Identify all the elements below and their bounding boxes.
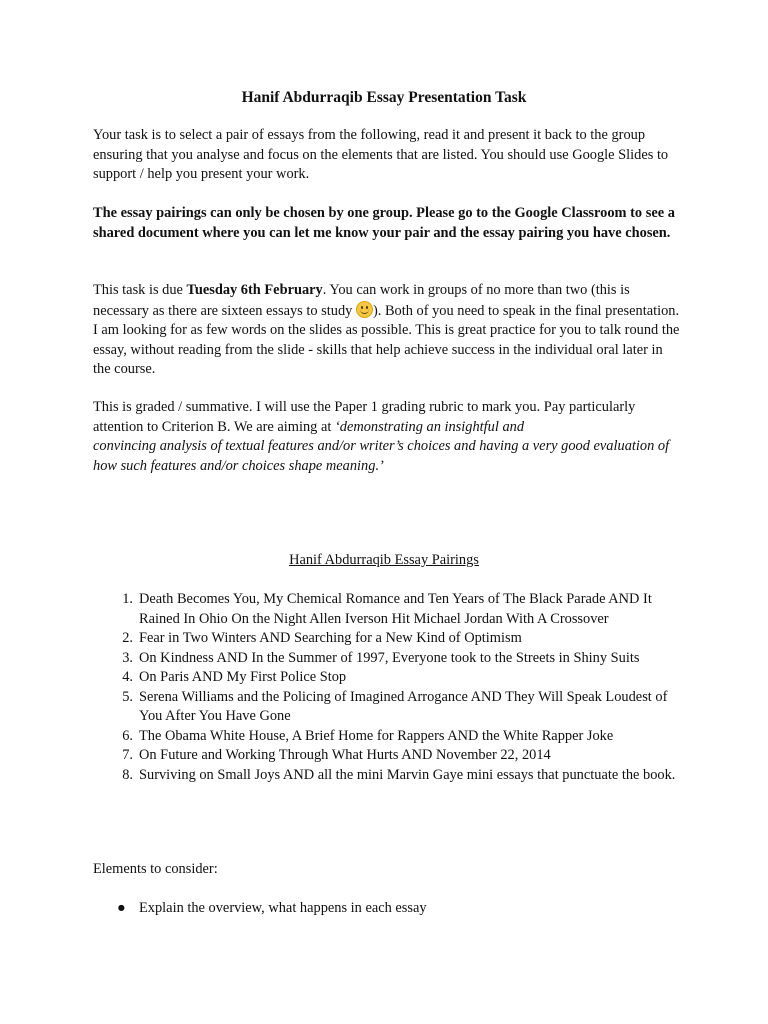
pairing-item	[93, 766, 683, 786]
pairing-number: 3.	[122, 649, 133, 666]
pairing-number: 6.	[122, 727, 133, 744]
due-middle: . You can work in groups of no more than two (this is necessary as there are sixteen essays to study	[93, 282, 630, 319]
elements-list	[93, 899, 427, 919]
due-suffix: ). Both of you need to speak in the final presentation. I am looking for as few words on the slides as possible. This is great practice for you to talk round the essay, without reading from the slide - skills that help achieve success in the individual oral later in the course.	[93, 302, 680, 377]
pairing-item	[93, 727, 683, 747]
pairing-text: On Paris AND My First Police Stop	[139, 669, 347, 685]
pairing-number: 2.	[122, 630, 133, 646]
pairings-list	[93, 590, 683, 785]
pairing-item	[93, 629, 683, 649]
pairing-number: 7.	[122, 747, 133, 763]
pairing-item	[93, 668, 683, 688]
pairing-item	[93, 746, 683, 766]
pairing-text: Death Becomes You, My Chemical Romance and Ten Years of The Black Parade AND It Rained In Ohio On the Night Allen Iverson Hit Michael Jordan With A Crossover	[139, 591, 652, 627]
due-date: Tuesday 6th February	[186, 282, 323, 298]
due-paragraph	[93, 281, 683, 380]
element-item	[93, 899, 427, 919]
pairing-text: The Obama White House, A Brief Home for Rappers AND the White Rapper Joke	[139, 727, 614, 744]
pairing-number: 8.	[122, 766, 133, 783]
smiley-icon	[356, 301, 373, 318]
pairing-item	[93, 590, 683, 629]
intro-paragraph: Your task is to select a pair of essays from the following, read it and present it back to the group ensuring that you analyse and focus on the elements that are listed. You should use Google Slides to support / help you present your work.	[93, 127, 669, 182]
due-prefix: This task is due	[93, 282, 187, 298]
element-text: Explain the overview, what happens in each essay	[139, 900, 427, 916]
pairing-number: 5.	[122, 688, 133, 705]
pairing-text: Surviving on Small Joys AND all the mini Marvin Gaye mini essays that punctuate the book.	[139, 766, 676, 783]
pairing-item	[93, 649, 683, 669]
bullet-icon: ●	[117, 900, 126, 916]
grading-quote-part2: convincing analysis of textual features and/or writer’s choices and having a very good evaluation of how such features and/or choices shape meaning.’	[93, 438, 670, 474]
pairing-number: 4.	[122, 669, 133, 685]
notice-paragraph: The essay pairings can only be chosen by one group. Please go to the Google Classroom to see a shared document where you can let me know your pair and the essay pairing you have chosen.	[93, 205, 675, 241]
document-title: Hanif Abdurraqib Essay Presentation Task	[241, 89, 527, 106]
grading-paragraph	[93, 398, 683, 476]
pairing-text: On Kindness AND In the Summer of 1997, Everyone took to the Streets in Shiny Suits	[139, 649, 640, 666]
grading-quote-part1: ‘demonstrating an insightful and	[334, 418, 525, 435]
elements-heading: Elements to consider:	[93, 861, 218, 877]
pairing-text: On Future and Working Through What Hurts AND November 22, 2014	[139, 747, 551, 763]
pairing-item	[93, 688, 683, 727]
pairing-text: Fear in Two Winters AND Searching for a New Kind of Optimism	[139, 630, 522, 646]
pairing-text: Serena Williams and the Policing of Imagined Arrogance AND They Will Speak Loudest of You After You Have Gone	[139, 688, 668, 724]
grading-text: This is graded / summative. I will use the Paper 1 grading rubric to mark you. Pay particularly attention to Criterion B. We are aiming at	[93, 399, 636, 435]
pairing-number: 1.	[122, 591, 133, 607]
pairings-heading: Hanif Abdurraqib Essay Pairings	[289, 552, 479, 568]
